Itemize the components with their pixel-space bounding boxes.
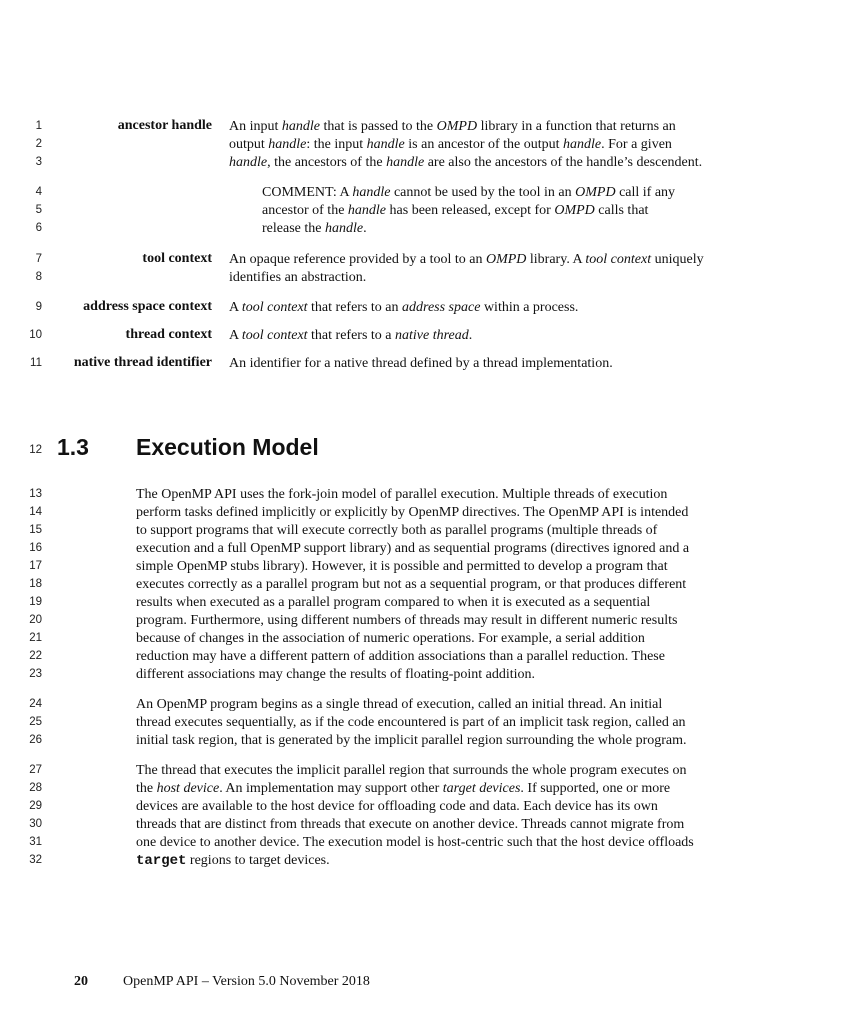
glossary-definition-line: An identifier for a native thread defined by a thread implementation. — [229, 356, 613, 371]
glossary-term-native-thread-identifier: native thread identifier — [73, 355, 212, 370]
glossary-definition-line: A tool context that refers to an address space within a process. — [229, 300, 579, 315]
paragraph-line: one device to another device. The execution model is host-centric such that the host device offloads — [136, 835, 694, 850]
line-number: 10 — [29, 329, 42, 341]
glossary-definition-line: A tool context that refers to a native thread. — [229, 328, 473, 343]
glossary-definition-line: identifies an abstraction. — [229, 270, 367, 285]
line-number: 6 — [35, 222, 42, 234]
paragraph-line: to support programs that will execute correctly both as parallel programs (multiple threads of — [136, 523, 658, 538]
paragraph-line: The thread that executes the implicit parallel region that surrounds the whole program executes on — [136, 763, 687, 778]
line-number: 22 — [29, 650, 42, 662]
line-number: 27 — [29, 764, 42, 776]
glossary-definition-line: An input handle that is passed to the OMPD library in a function that returns an — [229, 119, 676, 134]
paragraph-line: The OpenMP API uses the fork-join model of parallel execution. Multiple threads of execution — [136, 487, 668, 502]
line-number: 32 — [29, 854, 42, 866]
section-number: 1.3 — [57, 434, 89, 460]
line-number: 20 — [29, 614, 42, 626]
line-number: 17 — [29, 560, 42, 572]
line-number: 29 — [29, 800, 42, 812]
line-number: 14 — [29, 506, 42, 518]
line-number: 26 — [29, 734, 42, 746]
glossary-definition-line: output handle: the input handle is an ancestor of the output handle. For a given — [229, 137, 672, 152]
line-number: 2 — [35, 138, 42, 150]
paragraph-line: An OpenMP program begins as a single thread of execution, called an initial thread. An initial — [136, 697, 663, 712]
line-number: 9 — [35, 301, 42, 313]
paragraph-line: executes correctly as a parallel program but not as a sequential program, or that produces different — [136, 577, 687, 592]
line-number: 5 — [35, 204, 42, 216]
glossary-term-thread-context: thread context — [125, 327, 212, 342]
paragraph-line: the host device. An implementation may support other target devices. If supported, one or more — [136, 781, 671, 796]
glossary-term-ancestor-handle: ancestor handle — [117, 118, 212, 133]
glossary-definition-line: handle, the ancestors of the handle are also the ancestors of the handle’s descendent. — [229, 155, 703, 170]
paragraph-line: different associations may change the results of floating-point addition. — [136, 667, 536, 682]
line-number: 3 — [35, 156, 42, 168]
code-keyword-target: target — [136, 853, 187, 869]
comment-line: ancestor of the handle has been released, except for OMPD calls that — [262, 203, 649, 218]
comment-line: COMMENT: A handle cannot be used by the tool in an OMPD call if any — [262, 185, 676, 200]
line-number: 23 — [29, 668, 42, 680]
glossary-term-address-space-context: address space context — [83, 299, 212, 314]
page-number: 20 — [74, 974, 88, 989]
line-number: 13 — [29, 488, 42, 500]
paragraph-line: results when executed as a parallel program compared to when it is executed as a sequential — [136, 595, 651, 610]
glossary-definition-line: An opaque reference provided by a tool to an OMPD library. A tool context uniquely — [229, 252, 704, 267]
line-number: 12 — [29, 444, 42, 456]
line-number: 16 — [29, 542, 42, 554]
paragraph-line: because of changes in the association of numeric operations. For example, a serial addition — [136, 631, 645, 646]
line-number: 21 — [29, 632, 42, 644]
paragraph-line: program. Furthermore, using different numbers of threads may result in different numeric results — [136, 613, 678, 628]
paragraph-line: devices are available to the host device for offloading code and data. Each device has its own — [136, 799, 658, 814]
line-number: 11 — [30, 357, 42, 369]
paragraph-line: thread executes sequentially, as if the code encountered is part of an implicit task region, called an — [136, 715, 686, 730]
paragraph-line: reduction may have a different pattern of addition associations than a parallel reduction. These — [136, 649, 665, 664]
paragraph-line: execution and a full OpenMP support library) and as sequential programs (directives ignored and a — [136, 541, 690, 556]
comment-line: release the handle. — [262, 221, 367, 236]
paragraph-line: threads that are distinct from threads that execute on another device. Threads cannot migrate from — [136, 817, 685, 832]
line-number: 8 — [35, 271, 42, 283]
line-number: 18 — [29, 578, 42, 590]
section-title: Execution Model — [136, 434, 319, 460]
line-number: 19 — [29, 596, 42, 608]
paragraph-line: target regions to target devices. — [136, 853, 330, 869]
line-number: 28 — [29, 782, 42, 794]
line-number: 1 — [35, 120, 42, 132]
line-number: 24 — [29, 698, 42, 710]
glossary-term-tool-context: tool context — [142, 251, 212, 266]
line-number: 15 — [29, 524, 42, 536]
paragraph-line: initial task region, that is generated by the implicit parallel region surrounding the whole program. — [136, 733, 687, 748]
line-number: 25 — [29, 716, 42, 728]
paragraph-line: simple OpenMP stubs library). However, it is possible and permitted to develop a program that — [136, 559, 668, 574]
footer-text: OpenMP API – Version 5.0 November 2018 — [123, 974, 370, 989]
line-number: 30 — [29, 818, 42, 830]
line-number: 4 — [35, 186, 42, 198]
line-number: 7 — [35, 253, 42, 265]
line-number: 31 — [29, 836, 42, 848]
paragraph-line: perform tasks defined implicitly or explicitly by OpenMP directives. The OpenMP API is intended — [136, 505, 689, 520]
